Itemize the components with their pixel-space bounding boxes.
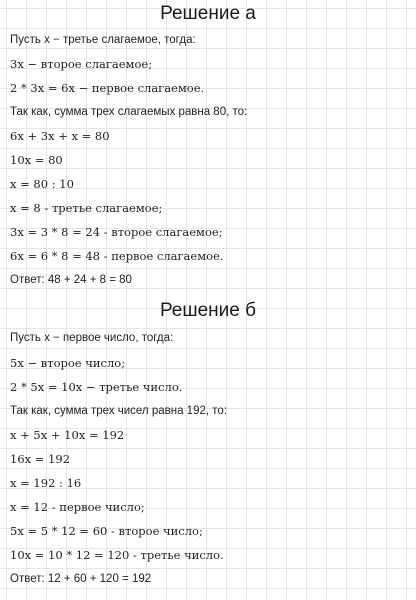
section-b-line: 2 * 5x = 10x − третье число. bbox=[10, 380, 183, 394]
section-a-line: 6x = 6 * 8 = 48 - первое слагаемое. bbox=[10, 249, 224, 263]
section-a-line: Так как, сумма трех слагаемых равна 80, то: bbox=[10, 106, 248, 118]
section-a-line: x = 8 - третье слагаемое; bbox=[10, 201, 163, 215]
section-a-title: Решение а bbox=[160, 3, 256, 24]
section-b-title: Решение б bbox=[159, 300, 257, 321]
section-b-line: 5x = 5 * 12 = 60 - второе число; bbox=[10, 524, 203, 538]
section-a-line: x = 80 : 10 bbox=[10, 177, 74, 191]
section-a-line: 3x = 3 * 8 = 24 - второе слагаемое; bbox=[10, 225, 223, 239]
section-a-line: Пусть x − третье слагаемое, тогда: bbox=[10, 34, 196, 46]
section-b-line: Так как, сумма трех чисел равна 192, то: bbox=[10, 405, 227, 417]
section-b-line: x = 192 : 16 bbox=[10, 476, 82, 490]
section-a-line: 2 * 3x = 6x − первое слагаемое. bbox=[10, 81, 205, 95]
section-a-line: 10x = 80 bbox=[10, 153, 63, 167]
section-b-line: x + 5x + 10x = 192 bbox=[10, 428, 125, 442]
section-b-line: Пусть x − первое число, тогда: bbox=[10, 332, 174, 344]
section-b-line: 10x = 10 * 12 = 120 - третье число. bbox=[10, 548, 224, 562]
section-b-line: x = 12 - первое число; bbox=[10, 500, 145, 514]
section-a-answer: Ответ: 48 + 24 + 8 = 80 bbox=[10, 274, 132, 286]
section-a-line: 3x − второе слагаемое; bbox=[10, 57, 153, 71]
section-b-answer: Ответ: 12 + 60 + 120 = 192 bbox=[10, 573, 152, 585]
section-a-line: 6x + 3x + x = 80 bbox=[10, 129, 110, 143]
section-b-line: 5x − второе число; bbox=[10, 356, 126, 370]
section-b-line: 16x = 192 bbox=[10, 452, 71, 466]
